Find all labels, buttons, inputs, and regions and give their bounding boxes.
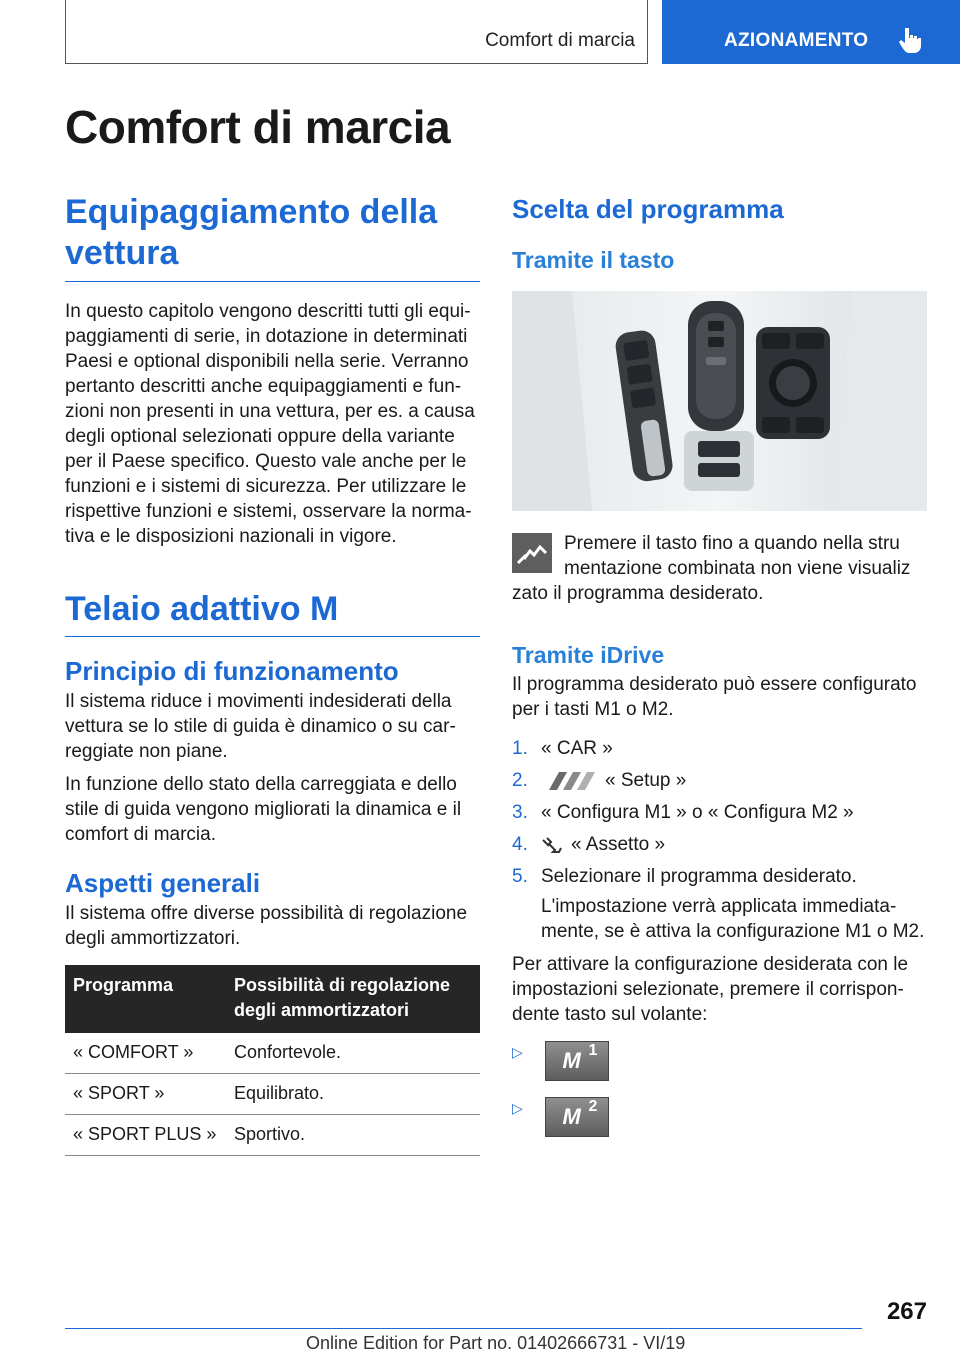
list-item: [512, 800, 927, 825]
idrive-steps: [512, 736, 927, 889]
table-cell-program: « SPORT PLUS »: [65, 1115, 226, 1156]
tasto-instruction: [512, 531, 927, 1137]
table-cell-program: « SPORT »: [65, 1074, 226, 1115]
m1-button-icon: [545, 1041, 609, 1081]
step-text: « Configura M1 » o « Configura M2 »: [541, 802, 854, 823]
steering-button-m2: [512, 1097, 927, 1137]
footer-edition: Online Edition for Part no. 01402666731 - VI/19: [306, 1333, 686, 1353]
m2-button-icon: [545, 1097, 609, 1137]
principio-text-1: Il sistema riduce i movimenti indesiderati della vettura se lo stile di guida è dinamico o su carreggiate non piane.: [65, 691, 456, 762]
principio-text-2: In funzione dello stato della carreggiata e dello stile di guida vengono migliorati la dinamica e il comfort di marcia.: [65, 774, 462, 845]
idrive-text: Il programma desiderato può essere configurato per i tasti M1 o M2.: [512, 674, 917, 720]
attivare-text: Per attivare la configurazione desiderata con le impostazioni selezionate, premere il corrispondente tasto sul volante:: [512, 954, 909, 1025]
table-cell-setting: Sportivo.: [226, 1115, 480, 1156]
center-console-photo: [512, 291, 927, 511]
table-header-programma: Programma: [65, 965, 226, 1033]
bullet-marker: ▷: [512, 1044, 523, 1060]
table-header-possibilita: Possibilità di regolazione degli ammortizzatori: [226, 965, 480, 1033]
step-number: 3.: [512, 802, 528, 823]
footer-divider: [65, 1328, 862, 1329]
damper-program-table: [65, 965, 480, 1156]
telaio-heading: Telaio adattivo M: [65, 589, 480, 637]
aspetti-heading: Aspetti generali: [65, 868, 261, 898]
m-stripes-icon: [541, 772, 597, 790]
table-row: [65, 1033, 480, 1074]
list-item: [512, 768, 927, 793]
steering-button-m1: [512, 1041, 927, 1081]
step5-note: L'impostazione verrà applicata immediatamente, se è attiva la configurazione M1 o M2.: [541, 896, 925, 942]
table-row: [65, 1074, 480, 1115]
page-title: Comfort di marcia: [65, 101, 451, 153]
list-item: [512, 864, 927, 889]
left-column: [65, 192, 480, 1156]
tasto-text-line1: Premere il tasto fino a quando nella stru: [564, 533, 900, 554]
header-section-title: Comfort di marcia: [485, 30, 635, 51]
list-item: [512, 736, 927, 761]
console-illustration: [512, 291, 927, 511]
m-number: 1: [588, 1042, 598, 1059]
page-number: 267: [886, 1298, 927, 1325]
idrive-heading: Tramite iDrive: [512, 642, 665, 668]
tasto-heading: Tramite il tasto: [512, 247, 675, 273]
m-letter: M: [562, 1048, 581, 1073]
step-number: 4.: [512, 834, 528, 855]
step-text: « Assetto »: [571, 834, 666, 855]
aspetti-text: Il sistema offre diverse possibilità di regolazione degli ammortizzatori.: [65, 903, 468, 949]
bullet-marker: ▷: [512, 1100, 523, 1116]
step-text: « CAR »: [541, 738, 613, 759]
suspension-button-icon: [512, 533, 552, 573]
header-chapter-label: AZIONAMENTO: [724, 30, 869, 51]
table-cell-setting: Equilibrato.: [226, 1074, 480, 1115]
step-number: 1.: [512, 738, 528, 759]
step-number: 2.: [512, 770, 528, 791]
m-letter: M: [562, 1104, 581, 1129]
tasto-text-line3: zato il programma desiderato.: [512, 583, 764, 604]
table-cell-program: « COMFORT »: [65, 1033, 226, 1074]
right-column: [512, 193, 927, 275]
table-row: [65, 1115, 480, 1156]
header-chapter-tab: [662, 0, 960, 64]
table-cell-setting: Confortevole.: [226, 1033, 480, 1074]
tasto-text-line2: mentazione combinata non viene visualiz: [564, 558, 911, 579]
step-number: 5.: [512, 866, 528, 887]
principio-heading: Principio di funzionamento: [65, 656, 399, 686]
list-item: [512, 832, 927, 857]
table-header-row: [65, 965, 480, 1033]
m-number: 2: [588, 1098, 598, 1115]
step-text: Selezionare il programma desiderato.: [541, 866, 857, 887]
scelta-heading: Scelta del programma: [512, 194, 784, 224]
damper-icon: [541, 836, 563, 854]
pointing-hand-icon: [898, 26, 924, 54]
equipment-text: In questo capitolo vengono descritti tutti gli equipaggiamenti di serie, in dotazione in determinati Paesi e optional disponibili nella serie. Verranno pertanto descritti anche equipaggiamenti e funzioni non presenti in una vettura, per es. a causa degli optional selezionati oppure della variante per il Paese specifico. Questo vale anche per le funzioni e i sistemi di sicurezza. Per utilizzare le rispettive funzioni e sistemi, osservare la normativa e le disposizioni nazionali in vigore.: [65, 301, 475, 547]
equipment-heading: Equipaggiamento della vettura: [65, 192, 480, 282]
step-text: « Setup »: [605, 770, 687, 791]
